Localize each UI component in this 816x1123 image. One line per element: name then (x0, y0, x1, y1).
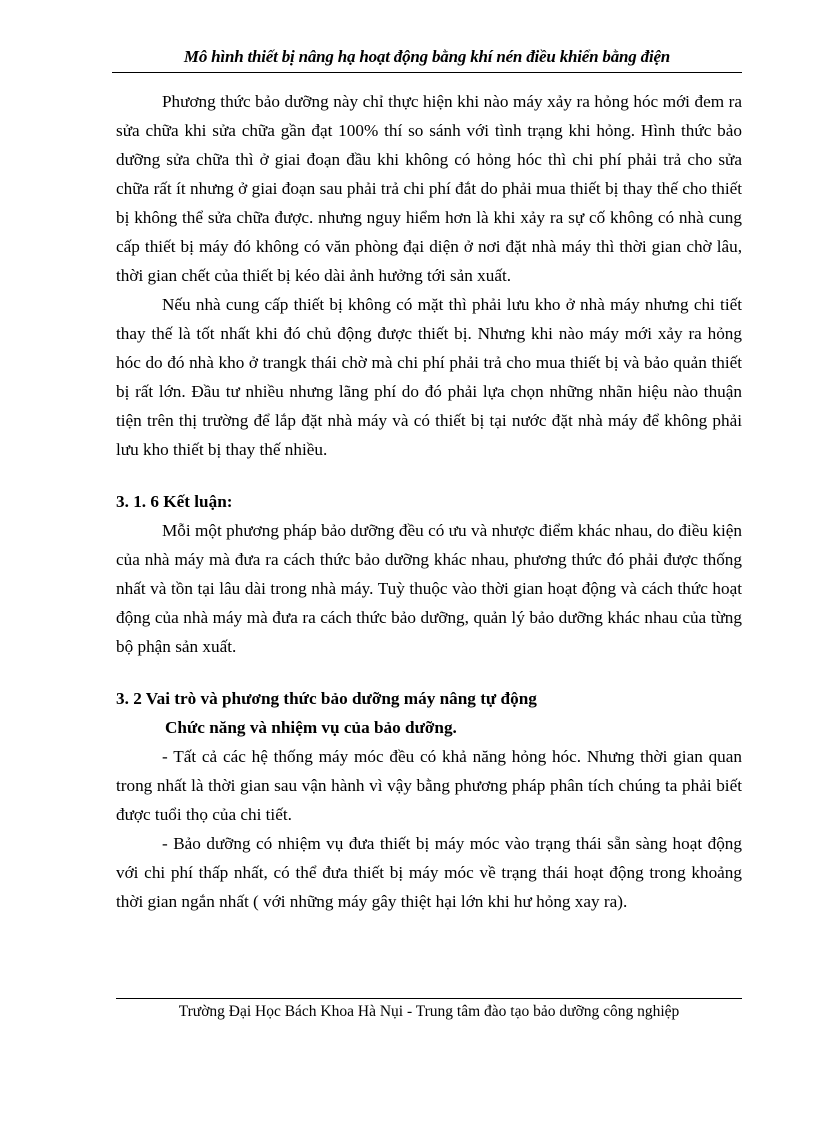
page-body (116, 87, 742, 916)
body-paragraph-2: Nếu nhà cung cấp thiết bị không có mặt thì phải lưu kho ở nhà máy nhưng chi tiết thay thế là tốt nhất khi đó chủ động được thiết bị. Nhưng khi nào máy mới xảy ra hỏng hóc do đó nhà kho ở trangk thái chờ mà chi phí phải trả cho mua thiết bị và bảo quản thiết bị rất lớn. Đầu tư nhiều nhưng lãng phí do đó phải lựa chọn những nhãn hiệu nào thuận tiện trên thị trường để lắp đặt nhà máy và có thiết bị tại nước đặt nhà máy để không phải lưu kho thiết bị thay thế nhiều. (116, 295, 742, 459)
section-heading-conclusion: 3. 1. 6 Kết luận: (116, 492, 233, 511)
page-footer-text: Trường Đại Học Bách Khoa Hà Nụi - Trung tâm đào tạo bảo dưỡng công nghiệp (178, 1003, 680, 1020)
section-heading-maintenance-role: 3. 2 Vai trò và phương thức bảo dưỡng máy nâng tự động (116, 689, 537, 708)
subsection-heading-functions: Chức năng và nhiệm vụ của bảo dưỡng. (165, 718, 457, 737)
body-paragraph-3: Mỗi một phương pháp bảo dưỡng đều có ưu và nhược điểm khác nhau, do điều kiện của nhà máy mà đưa ra cách thức bảo dưỡng khác nhau, phương thức đó phải được thống nhất và tồn tại lâu dài trong nhà máy. Tuỳ thuộc vào thời gian hoạt động và cách thức hoạt động của nhà máy mà đưa ra cách thức bảo dưỡng, quản lý bảo dưỡng khác nhau của từng bộ phận sản xuất. (116, 521, 742, 656)
footer-divider (116, 998, 742, 999)
body-paragraph-1: Phương thức bảo dưỡng này chỉ thực hiện khi nào máy xảy ra hỏng hóc mới đem ra sửa chữa khi sửa chữa gần đạt 100% thí so sánh với tình trạng khi hỏng. Hình thức bảo dưỡng sửa chữa thì ở giai đoạn đầu khi không có hỏng hóc thì chi phí phải trả cho sửa chữa rất ít nhưng ở giai đoạn sau phải trả chi phí đắt do phải mua thiết bị thay thế cho thiết bị không thể sửa chữa được. nhưng nguy hiểm hơn là khi xảy ra sự cố không có nhà cung cấp thiết bị máy đó không có văn phòng đại diện ở nơi đặt nhà máy thì thời gian chờ lâu, thời gian chết của thiết bị kéo dài ảnh hưởng tới sản xuất. (116, 92, 742, 285)
header-divider (112, 72, 742, 73)
page-header-title: Mô hình thiết bị nâng hạ hoạt động bằng khí nén điều khiển bằng điện (183, 47, 671, 66)
body-paragraph-5: - Bảo dưỡng có nhiệm vụ đưa thiết bị máy móc vào trạng thái sẵn sàng hoạt động với chi phí thấp nhất, có thể đưa thiết bị máy móc về trạng thái hoạt động trong khoảng thời gian ngắn nhất ( với những máy gây thiệt hại lớn khi hư hỏng xay ra). (116, 834, 742, 911)
body-paragraph-4: - Tất cả các hệ thống máy móc đều có khả năng hỏng hóc. Nhưng thời gian quan trong nhất là thời gian sau vận hành vì vậy bằng phương pháp phân tích chúng ta phải biết được tuổi thọ của chi tiết. (116, 747, 742, 824)
